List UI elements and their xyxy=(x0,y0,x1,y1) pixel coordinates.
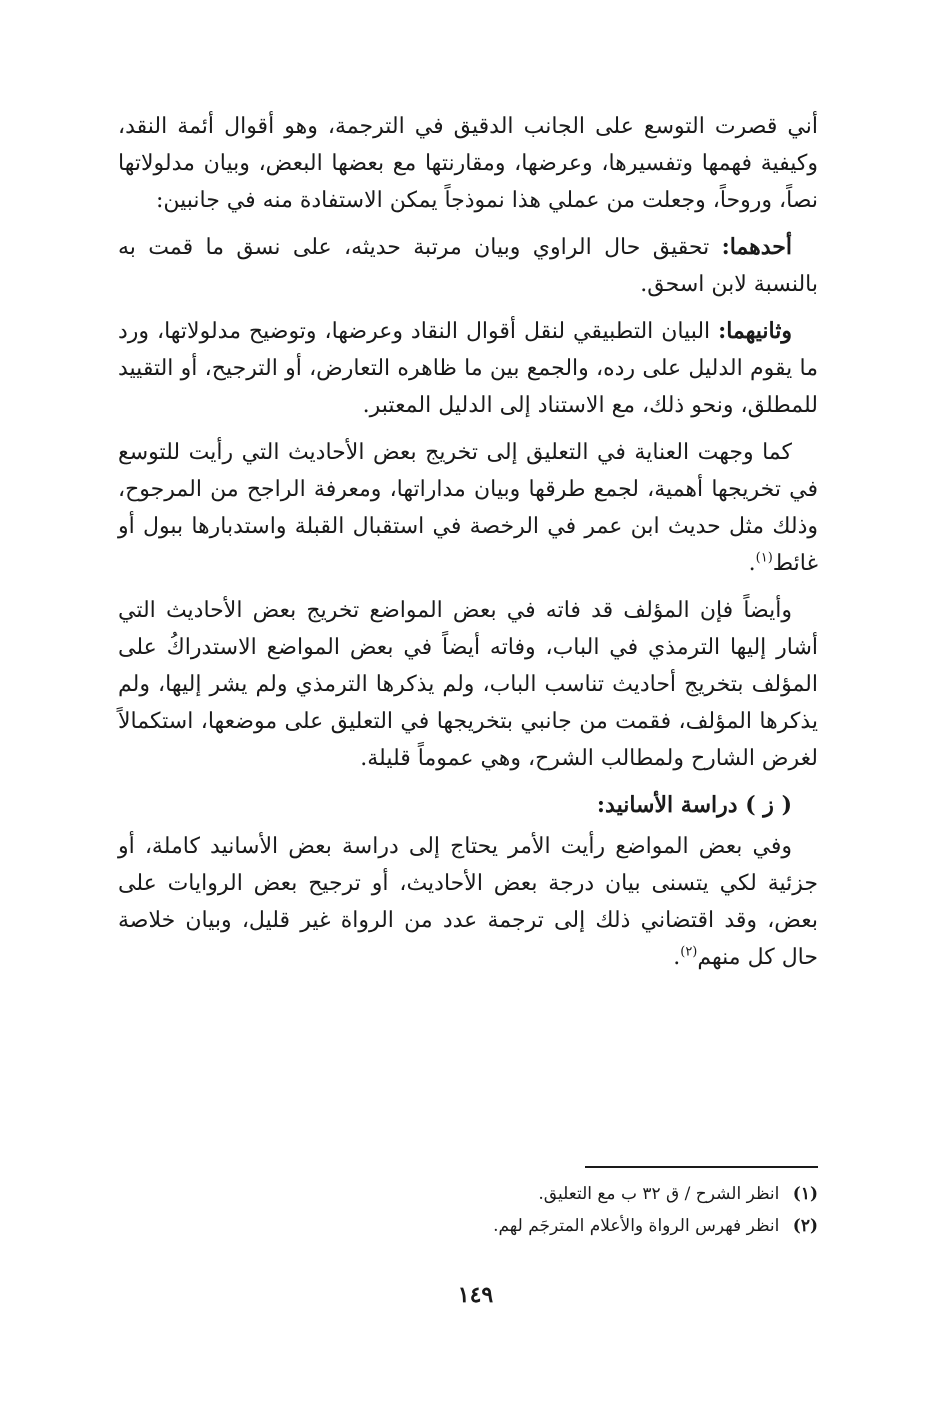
hadith-takhrij-end: . xyxy=(748,551,756,576)
footnote-1-text: انظر الشرح / ق ٣٢ ب مع التعليق. xyxy=(538,1184,780,1204)
main-text-block xyxy=(118,108,818,986)
paragraph-first-aspect xyxy=(118,229,818,303)
footnotes-block xyxy=(400,1178,818,1242)
footnote-separator xyxy=(585,1166,818,1168)
paragraph-hadith-takhrij xyxy=(118,434,818,582)
paragraph-second-aspect xyxy=(118,313,818,424)
isnad-study-text: وفي بعض المواضع رأيت الأمر يحتاج إلى دراسة بعض الأسانيد كاملة، أو جزئية لكي يتسنى بيان درجة بعض الأحاديث، أو ترجيح بعض الروايات على بعض، وقد اقتضاني ذلك إلى ترجمة عدد من الرواة غير قليل، وبيان خلاصة حال كل منهم xyxy=(118,834,818,970)
footnote-ref-2[interactable]: (٢) xyxy=(680,944,698,960)
second-aspect-label: وثانيهما: xyxy=(718,318,792,344)
section-heading-isnad-study xyxy=(118,787,818,824)
second-aspect-text: البيان التطبيقي لنقل أقوال النقاد وعرضها، وتوضيح مدلولاتها، ورد ما يقوم الدليل على رده، والجمع بين ما ظاهره التعارض، أو الترجيح، أو التقييد للمطلق، ونحو ذلك، مع الاستناد إلى الدليل المعتبر. xyxy=(118,319,818,418)
section-heading-text: ( ز ) دراسة الأسانيد: xyxy=(596,792,792,818)
footnote-ref-1[interactable]: (١) xyxy=(755,550,773,566)
paragraph-isnad-study xyxy=(118,828,818,976)
paragraph-1 xyxy=(118,108,818,219)
page-number: ١٤٩ xyxy=(457,1282,494,1308)
paragraph-1-text: أني قصرت التوسع على الجانب الدقيق في الترجمة، وهو أقوال أئمة النقد، وكيفية فهمها وتفسيرها، وعرضها، ومقارنتها مع بعضها البعض، وبيان مدلولاتها نصاً، وروحاً، وجعلت من عملي هذا نموذجاً يمكن الاستفادة منه في جانبين: xyxy=(118,114,818,213)
isnad-study-end: . xyxy=(673,945,681,970)
author-omissions-text: وأيضاً فإن المؤلف قد فاته في بعض المواضع تخريج بعض الأحاديث التي أشار إليها الترمذي في الباب، وفاته أيضاً في بعض المواضع الاستدراكُ على المؤلف بتخريج أحاديث تناسب الباب، ولم يذكرها الترمذي ولم يشر إليها، ولم يذكرها المؤلف، فقمت من جانبي بتخريجها في التعليق على موضعها، استكمالاً لغرض الشارح ولمطالب الشرح، وهي عموماً قليلة. xyxy=(118,598,818,771)
footnote-2-number: (٢) xyxy=(792,1216,818,1236)
first-aspect-label: أحدهما: xyxy=(721,234,793,260)
footnote-2-text: انظر فهرس الرواة والأعلام المترجَم لهم. xyxy=(493,1216,780,1236)
hadith-takhrij-text: كما وجهت العناية في التعليق إلى تخريج بعض الأحاديث التي رأيت للتوسع في تخريجها أهمية، لجمع طرقها وبيان مداراتها، ومعرفة الراجح من المرجوح، وذلك مثل حديث ابن عمر في الرخصة في استقبال القبلة واستدبارها ببول أو غائط xyxy=(118,440,818,576)
first-aspect-text: تحقيق حال الراوي وبيان مرتبة حديثه، على نسق ما قمت به بالنسبة لابن اسحق. xyxy=(118,235,818,297)
footnote-1-number: (١) xyxy=(792,1184,818,1204)
paragraph-author-omissions xyxy=(118,592,818,777)
footnote-1 xyxy=(400,1178,818,1210)
footnote-2 xyxy=(400,1210,818,1242)
